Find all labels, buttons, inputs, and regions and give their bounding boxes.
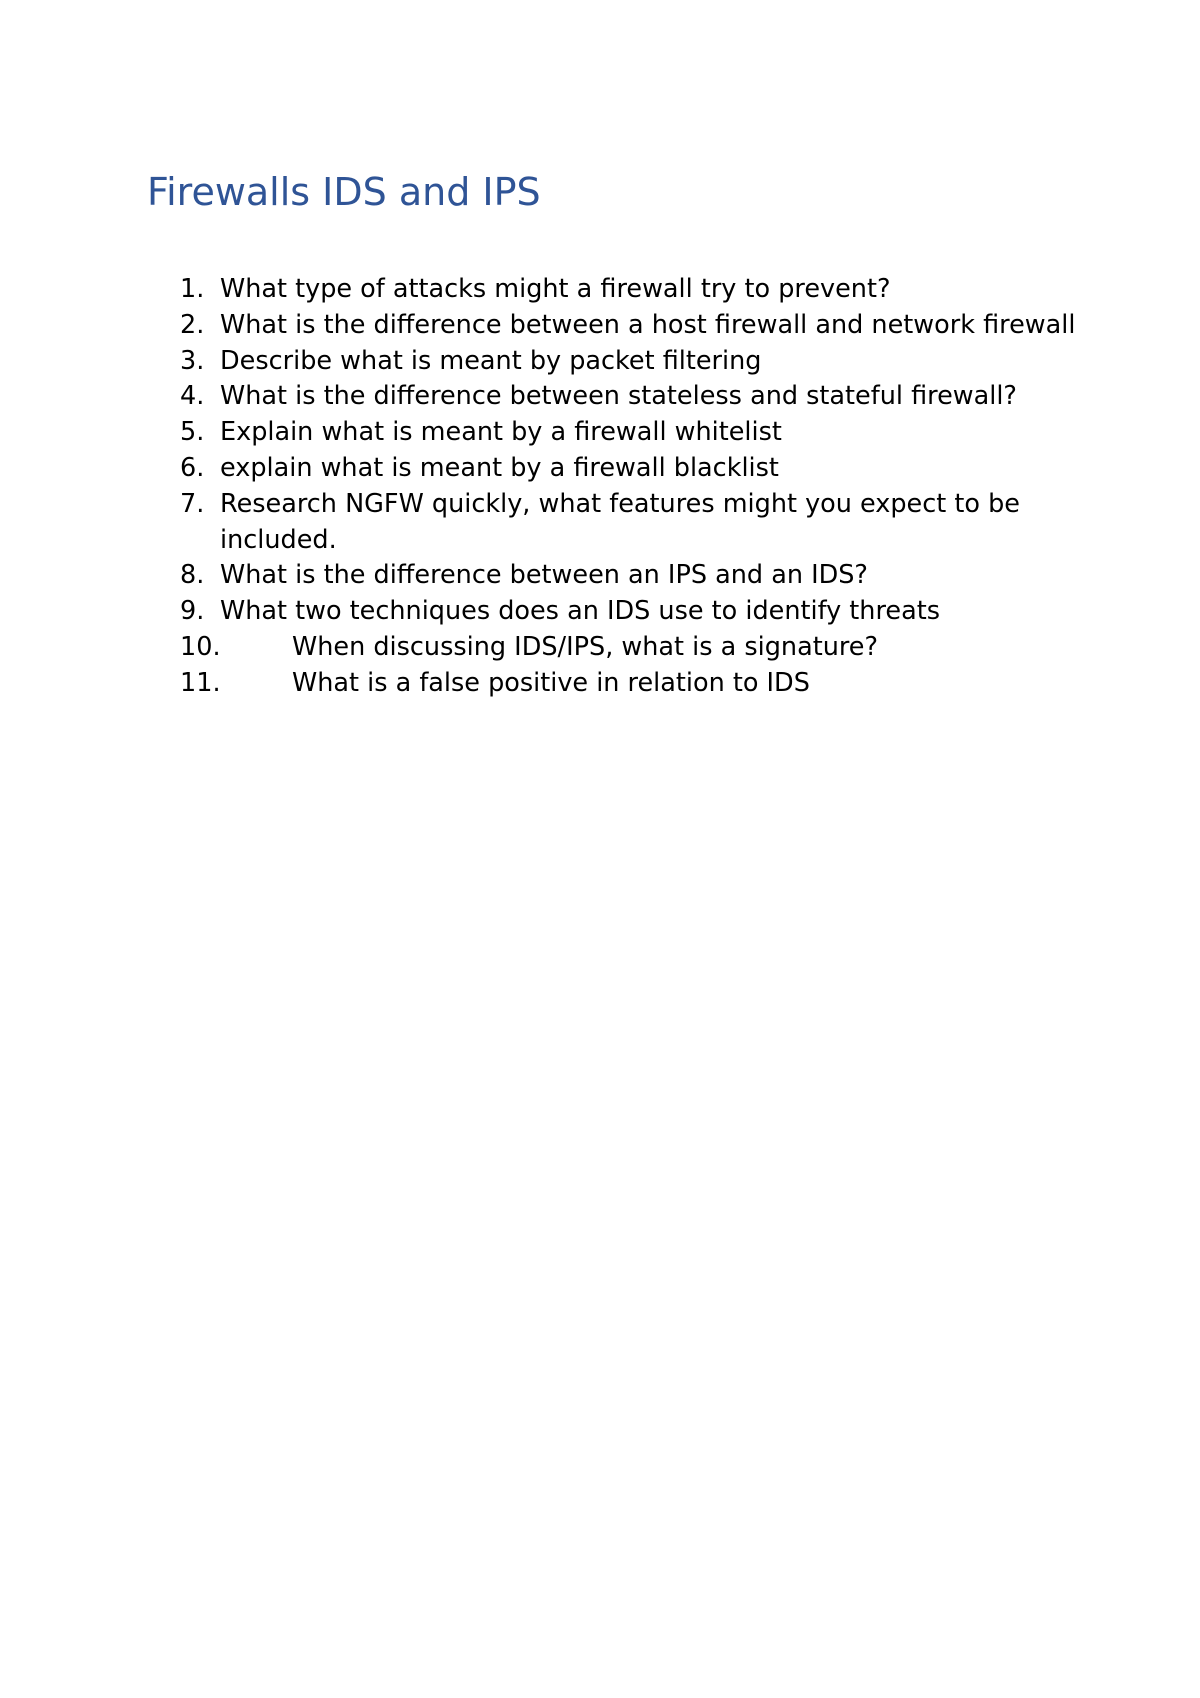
question-item-2 — [180, 308, 1080, 344]
question-item-6 — [180, 451, 1080, 487]
question-text: What is the difference between a host firewall and network firewall — [220, 309, 1076, 340]
question-item-11 — [180, 666, 1080, 702]
question-number: 8. — [180, 560, 205, 591]
question-text: Explain what is meant by a firewall whitelist — [220, 417, 782, 448]
question-item-7 — [180, 487, 1080, 559]
question-text: explain what is meant by a firewall blacklist — [220, 452, 779, 483]
question-number: 2. — [180, 309, 205, 340]
question-number: 11. — [180, 667, 221, 698]
question-text: When discussing IDS/IPS, what is a signature? — [292, 631, 879, 662]
question-text: What type of attacks might a firewall try to prevent? — [220, 274, 891, 304]
question-text: What is the difference between stateless and stateful firewall? — [220, 381, 1017, 412]
page-title: Firewalls IDS and IPS — [147, 170, 541, 214]
question-number: 5. — [180, 417, 205, 448]
question-number: 7. — [180, 488, 205, 519]
question-text: What is the difference between an IPS and an IDS? — [220, 560, 868, 591]
question-item-1 — [180, 272, 1080, 308]
question-item-9 — [180, 594, 1080, 630]
question-list — [180, 272, 1080, 702]
question-number: 3. — [180, 345, 205, 376]
question-text: What two techniques does an IDS use to identify threats — [220, 596, 940, 627]
question-text: What is a false positive in relation to IDS — [292, 667, 810, 698]
question-item-8 — [180, 558, 1080, 594]
question-number: 6. — [180, 452, 205, 483]
question-text: Research NGFW quickly, what features might you expect to be included. — [220, 488, 1020, 555]
question-number: 4. — [180, 381, 205, 412]
question-number: 10. — [180, 631, 221, 662]
question-text: Describe what is meant by packet filtering — [220, 345, 762, 376]
question-item-3 — [180, 344, 1080, 380]
question-item-10 — [180, 630, 1080, 666]
question-number: 9. — [180, 596, 205, 627]
question-item-5 — [180, 415, 1080, 451]
question-item-4 — [180, 379, 1080, 415]
question-number: 1. — [180, 274, 205, 304]
